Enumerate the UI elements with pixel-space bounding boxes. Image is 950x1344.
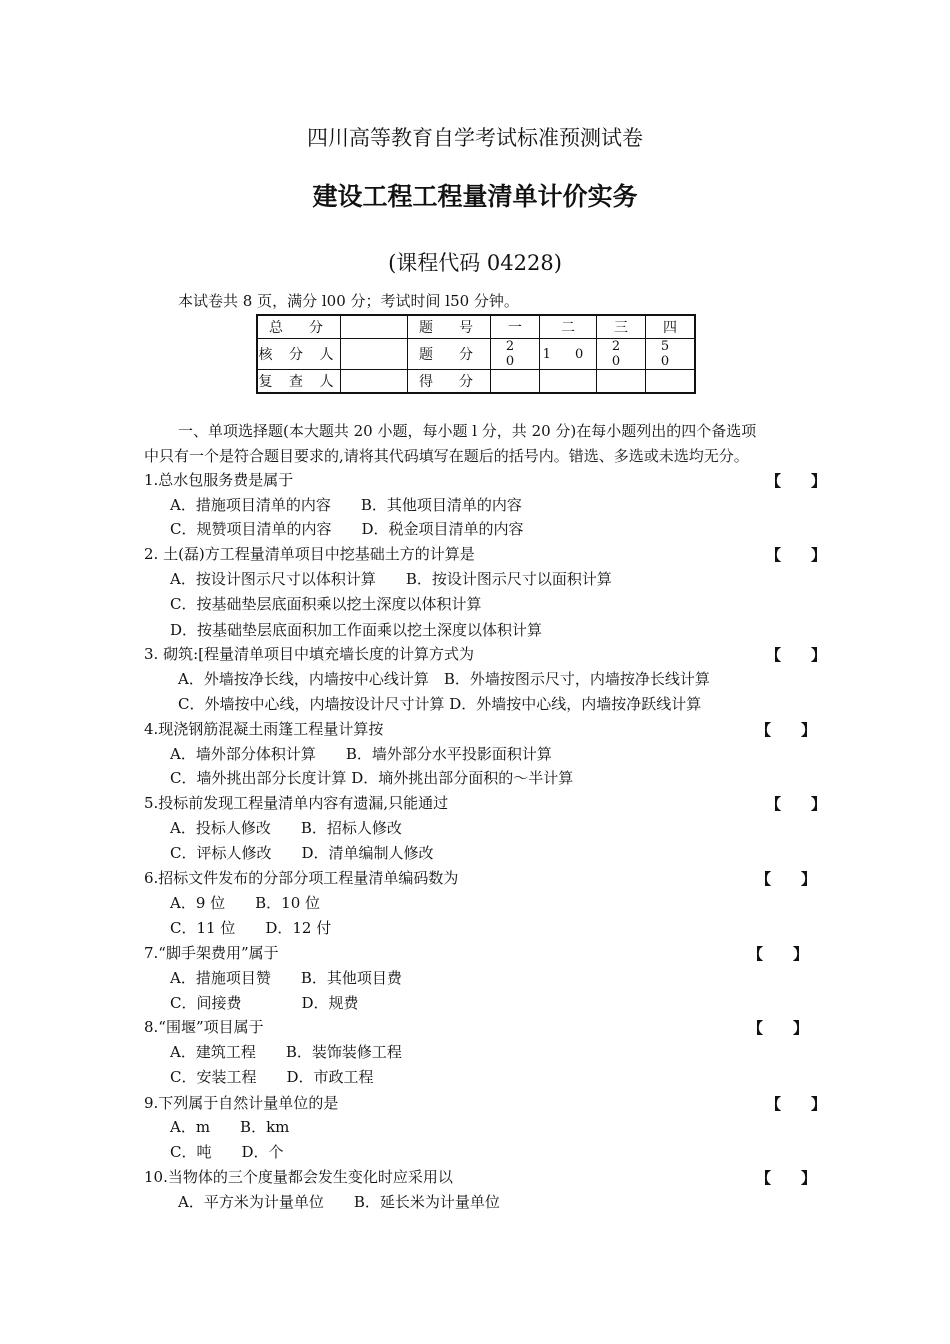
question-option: A．措施项目赞 B．其他项目费 (170, 969, 402, 987)
table-cell[interactable] (597, 370, 646, 394)
question-option: C．规赞项目清单的内容 D．税金项目清单的内容 (170, 520, 524, 538)
answer-bracket[interactable]: 【 】 (766, 795, 827, 813)
table-cell: 总 分 (257, 315, 341, 339)
question-option: C．评标人修改 D．清单编制人修改 (170, 844, 434, 862)
table-cell: 1 0 (540, 339, 597, 370)
answer-bracket[interactable]: 【 】 (756, 1169, 817, 1187)
question-option: D．按基础垫层底面积加工作面乘以挖土深度以体积计算 (170, 621, 543, 639)
question-option: A．建筑工程 B．装饰装修工程 (170, 1043, 402, 1061)
score-table-row (257, 370, 695, 394)
question-stem: 1.总水包服务费是属于 (144, 471, 294, 489)
table-cell: 一 (491, 315, 540, 339)
question-stem: 7.“脚手架费用”属于 (144, 944, 279, 962)
question-stem: 9.下列属于自然计量单位的是 (144, 1094, 339, 1112)
answer-bracket[interactable]: 【 】 (756, 721, 817, 739)
table-cell[interactable] (540, 370, 597, 394)
table-cell: 题 分 (408, 339, 491, 370)
table-cell: 2 0 (491, 339, 540, 370)
question-stem: 2. 土(磊)方工程量清单项目中挖基础土方的计算是 (144, 545, 475, 563)
question-option: C．间接费 D．规费 (170, 994, 359, 1012)
answer-bracket[interactable]: 【 】 (748, 1019, 809, 1037)
table-cell: 5 0 (646, 339, 696, 370)
section-intro-line2: 中只有一个是符合题目要求的,请将其代码填写在题后的括号内。错选、多选或未选均无分。 (144, 447, 749, 465)
table-cell: 四 (646, 315, 696, 339)
question-stem: 10.当物体的三个度量都会发生变化时应采用以 (144, 1168, 453, 1186)
question-option: A．墙外部分体积计算 B．墙外部分水平投影面积计算 (170, 745, 552, 763)
question-option: A．外墙按净长线，内墙按中心线计算 B．外墙按图示尺寸，内墙按净长线计算 (178, 670, 710, 688)
answer-bracket[interactable]: 【 】 (766, 546, 827, 564)
table-cell (341, 339, 408, 370)
question-option: C．按基础垫层底面积乘以挖土深度以体积计算 (170, 595, 482, 613)
question-option: C．墙外挑出部分长度计算 D．墒外挑出部分面积的～半计算 (170, 769, 574, 787)
score-table-row (257, 315, 695, 339)
question-stem: 3. 砌筑:[程量清单项目中填充墙长度的计算方式为 (144, 645, 474, 663)
question-option: C．吨 D．个 (170, 1143, 284, 1161)
score-table (256, 314, 696, 394)
answer-bracket[interactable]: 【 】 (766, 472, 827, 490)
question-option: C．外墙按中心线，内墙按设计尺寸计算 D．外墙按中心线，内墙按净跃线计算 (178, 695, 702, 713)
table-cell: 题 号 (408, 315, 491, 339)
question-stem: 5.投标前发现工程量清单内容有遗漏,只能通过 (144, 794, 449, 812)
question-option: A．m B．km (170, 1118, 290, 1136)
table-cell: 得 分 (408, 370, 491, 394)
exam-info: 本试卷共 8 页，满分 l00 分；考试时间 l50 分钟。 (178, 292, 519, 310)
answer-bracket[interactable]: 【 】 (756, 870, 817, 888)
table-cell (341, 370, 408, 394)
table-cell: 复 查 人 (257, 370, 341, 394)
question-option: A．按设计图示尺寸以体积计算 B．按设计图示尺寸以面积计算 (170, 570, 612, 588)
table-cell: 二 (540, 315, 597, 339)
course-title: 建设工程工程量清单计价实务 (312, 182, 638, 211)
table-cell: 核 分 人 (257, 339, 341, 370)
course-code: (课程代码 04228) (388, 251, 562, 275)
question-stem: 4.现浇钢筋混凝土雨篷工程量计算按 (144, 720, 384, 738)
question-option: A．投标人修改 B．招标人修改 (170, 819, 402, 837)
table-cell (341, 315, 408, 339)
score-table-row (257, 339, 695, 370)
table-cell: 三 (597, 315, 646, 339)
table-cell: 2 0 (597, 339, 646, 370)
question-stem: 8.“围堰”项目属于 (144, 1018, 264, 1036)
answer-bracket[interactable]: 【 】 (766, 1095, 827, 1113)
question-stem: 6.招标文件发布的分部分项工程量清单编码数为 (144, 869, 459, 887)
table-cell[interactable] (646, 370, 696, 394)
question-option: A．措施项目清单的内容 B．其他项目清单的内容 (170, 496, 522, 514)
question-option: A．平方米为计量单位 B．延长米为计量单位 (178, 1193, 500, 1211)
answer-bracket[interactable]: 【 】 (766, 646, 827, 664)
answer-bracket[interactable]: 【 】 (748, 945, 809, 963)
exam-title: 四川高等教育自学考试标准预测试卷 (307, 126, 643, 150)
question-option: A．9 位 B．10 位 (170, 894, 321, 912)
question-option: C．安装工程 D．市政工程 (170, 1068, 374, 1086)
question-option: C．11 位 D．12 付 (170, 919, 332, 937)
section-intro-line1: 一、单项选择题(本大题共 20 小题，每小题 l 分，共 20 分)在每小题列出的四个备选项 (178, 422, 757, 440)
table-cell[interactable] (491, 370, 540, 394)
